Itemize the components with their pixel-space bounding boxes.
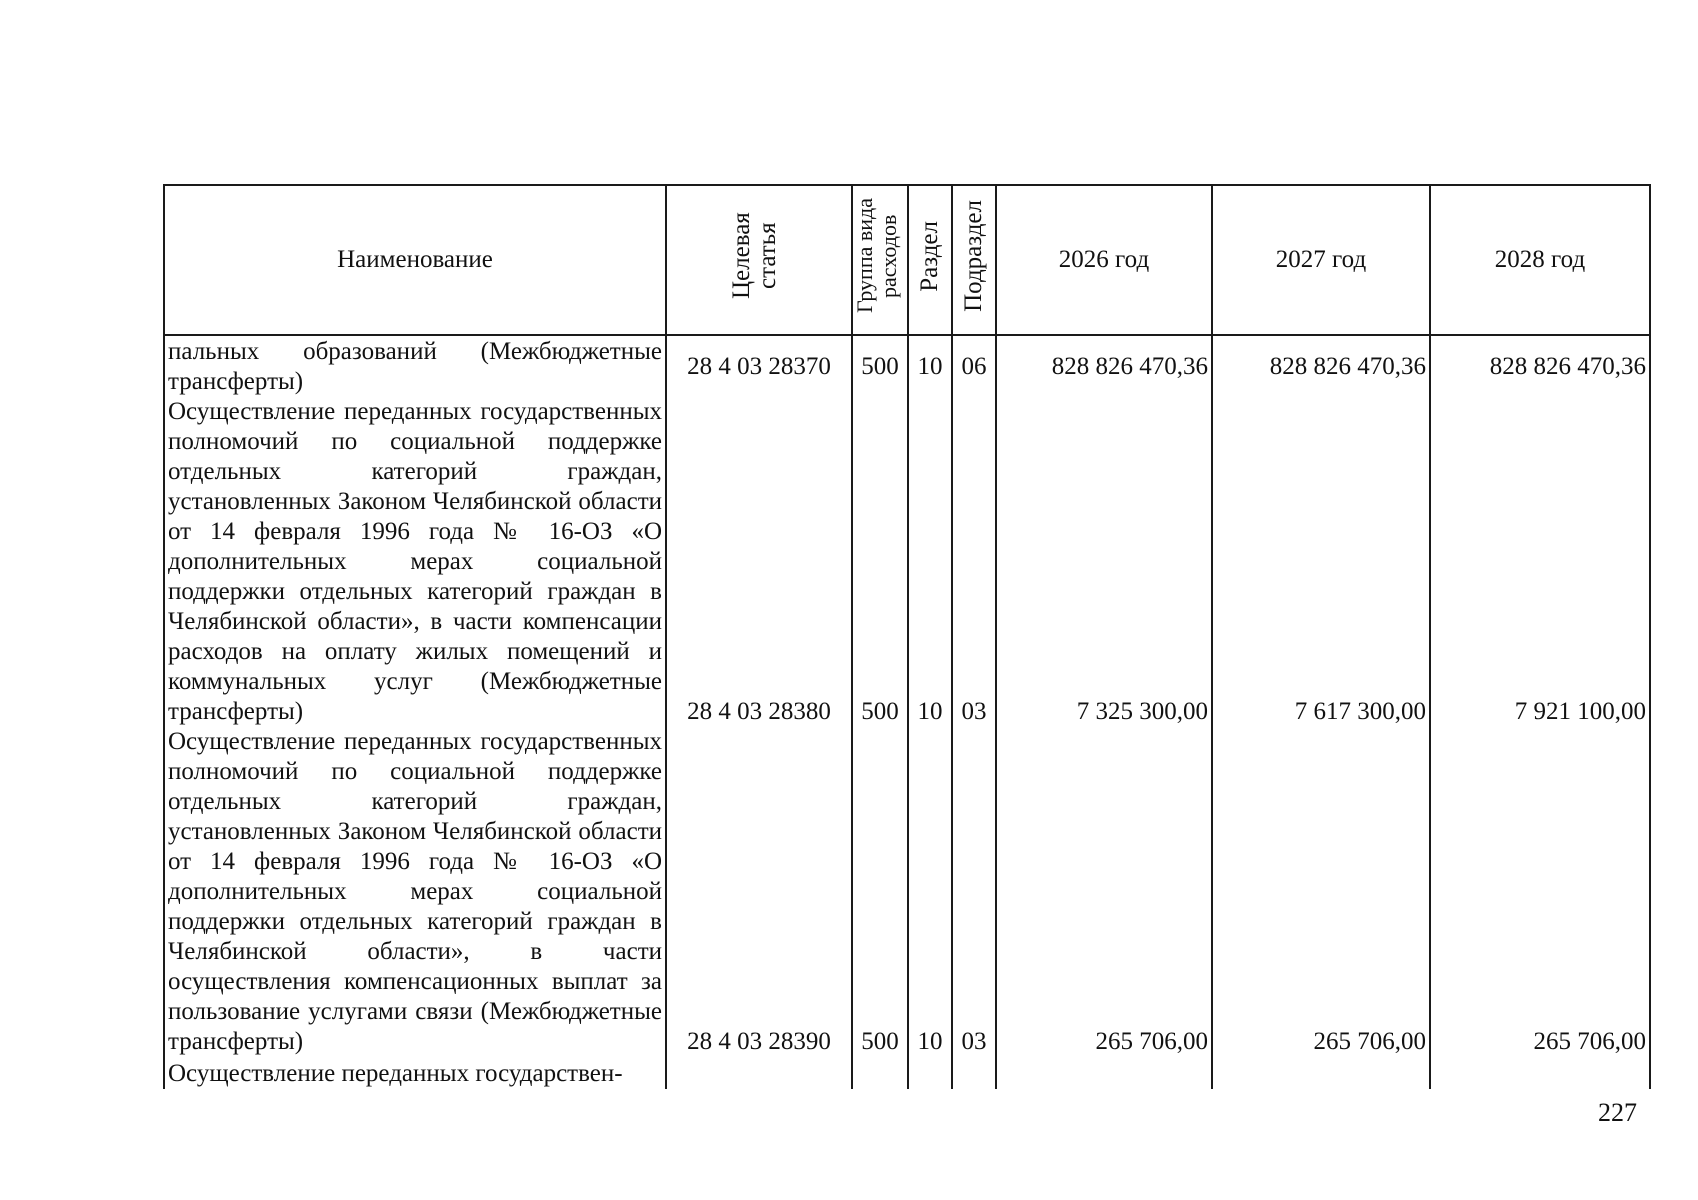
- expense-group-cell: 500: [852, 727, 908, 1057]
- budget-table: [163, 184, 1651, 1089]
- header-name: Наименование: [164, 185, 666, 335]
- value-2028-cell: 828 826 470,36: [1430, 335, 1650, 397]
- header-target-article: Целевая статья: [666, 185, 852, 335]
- value-2027-cell: [1212, 1057, 1430, 1089]
- section-cell: 10: [908, 397, 952, 727]
- expense-group-cell: 500: [852, 397, 908, 727]
- target-article-cell: [666, 1057, 852, 1089]
- value-2026-cell: 7 325 300,00: [996, 397, 1212, 727]
- header-subsection: Подраздел: [952, 185, 996, 335]
- value-2028-cell: 265 706,00: [1430, 727, 1650, 1057]
- table-row: [164, 335, 1650, 397]
- subsection-cell: 06: [952, 335, 996, 397]
- table-row: [164, 727, 1650, 1057]
- target-article-cell: 28 4 03 28390: [666, 727, 852, 1057]
- value-2026-cell: [996, 1057, 1212, 1089]
- value-2028-cell: 7 921 100,00: [1430, 397, 1650, 727]
- header-2028: 2028 год: [1430, 185, 1650, 335]
- expense-group-cell: [852, 1057, 908, 1089]
- row-name-cell: Осуществление переданных государственных полномочий по социальной поддержке отдельных категорий граждан, установленных Законом Челябинской области от 14 февраля 1996 года № 16-ОЗ «О дополнительных мерах социальной поддержки отдельных категорий граждан в Челябинской области», в части осуществления компенсационных выплат за пользование услугами связи (Межбюджетные трансферты): [164, 727, 666, 1057]
- subsection-cell: 03: [952, 397, 996, 727]
- subsection-cell: [952, 1057, 996, 1089]
- target-article-cell: 28 4 03 28370: [666, 335, 852, 397]
- row-name-cell: Осуществление переданных государствен-: [164, 1057, 666, 1089]
- section-cell: [908, 1057, 952, 1089]
- expense-group-cell: 500: [852, 335, 908, 397]
- value-2027-cell: 7 617 300,00: [1212, 397, 1430, 727]
- target-article-cell: 28 4 03 28380: [666, 397, 852, 727]
- table-row: [164, 397, 1650, 727]
- page-number: 227: [1598, 1098, 1637, 1127]
- value-2028-cell: [1430, 1057, 1650, 1089]
- section-cell: 10: [908, 727, 952, 1057]
- header-expense-group: Группа вида расходов: [852, 185, 908, 335]
- row-name-cell: пальных образований (Межбюджетные трансферты): [164, 335, 666, 397]
- value-2027-cell: 828 826 470,36: [1212, 335, 1430, 397]
- header-2026: 2026 год: [996, 185, 1212, 335]
- table-row: [164, 1057, 1650, 1089]
- value-2026-cell: 265 706,00: [996, 727, 1212, 1057]
- header-section: Раздел: [908, 185, 952, 335]
- value-2027-cell: 265 706,00: [1212, 727, 1430, 1057]
- section-cell: 10: [908, 335, 952, 397]
- table-header-row: [164, 185, 1650, 335]
- value-2026-cell: 828 826 470,36: [996, 335, 1212, 397]
- row-name-cell: Осуществление переданных государственных полномочий по социальной поддержке отдельных категорий граждан, установленных Законом Челябинской области от 14 февраля 1996 года № 16-ОЗ «О дополнительных мерах социальной поддержки отдельных категорий граждан в Челябинской области», в части компенсации расходов на оплату жилых помещений и коммунальных услуг (Межбюджетные трансферты): [164, 397, 666, 727]
- subsection-cell: 03: [952, 727, 996, 1057]
- header-2027: 2027 год: [1212, 185, 1430, 335]
